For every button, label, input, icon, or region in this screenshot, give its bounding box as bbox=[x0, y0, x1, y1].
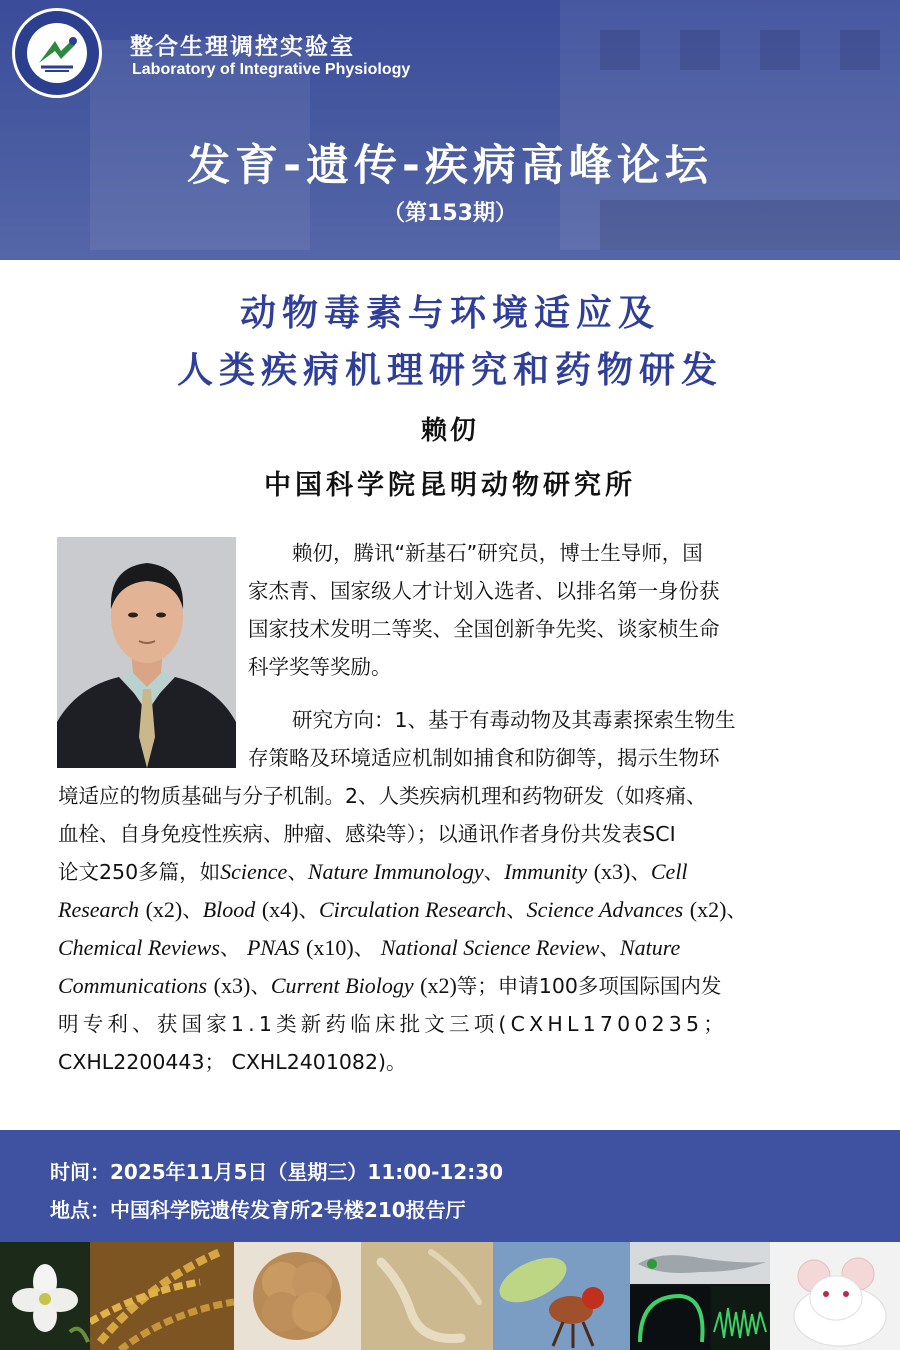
journal-nature-immunology: Nature Immunology bbox=[307, 859, 484, 884]
journal-communications: Communications bbox=[58, 973, 208, 998]
tile-mouse bbox=[770, 1242, 900, 1350]
bio-p1-line2: 家杰青、国家级人才计划入选者、以排名第一身份获 bbox=[248, 579, 720, 603]
flower-icon bbox=[0, 1242, 90, 1350]
place-value: 中国科学院遗传发育所2号楼210报告厅 bbox=[110, 1198, 466, 1222]
journal-blood: Blood bbox=[202, 897, 256, 922]
count-x2: (x2) bbox=[689, 897, 727, 922]
speaker-photo bbox=[57, 537, 236, 768]
journal-national-science-review: National Science Review bbox=[380, 935, 600, 960]
journal-cell: Cell bbox=[650, 859, 688, 884]
journal-research: Research bbox=[58, 897, 140, 922]
event-time bbox=[50, 1156, 503, 1185]
separator: 、 bbox=[250, 974, 271, 998]
mouse-icon bbox=[770, 1242, 900, 1350]
bio-p2-line6 bbox=[58, 891, 747, 929]
separator: 、 bbox=[483, 860, 505, 884]
bio-p2-line8 bbox=[58, 967, 721, 1005]
zebrafish-icon bbox=[630, 1242, 770, 1350]
backdrop-window bbox=[840, 30, 880, 70]
journal-pnas: PNAS bbox=[246, 935, 300, 960]
journal-current-biology: Current Biology bbox=[270, 973, 414, 998]
separator: 、 bbox=[599, 936, 620, 960]
institute-seal-icon bbox=[15, 11, 99, 95]
count-x2: (x2) bbox=[420, 973, 457, 998]
model-organism-strip bbox=[0, 1242, 900, 1350]
journal-science-advances: Science Advances bbox=[526, 897, 684, 922]
separator: 、 bbox=[506, 898, 527, 922]
bio-p2-line1: 研究方向：1、基于有毒动物及其毒素探索生物生 bbox=[292, 708, 736, 732]
bio-text: 等；申请100多项国际国内发 bbox=[456, 974, 722, 998]
tile-worm bbox=[361, 1242, 493, 1350]
talk-title-line1: 动物毒素与环境适应及 bbox=[239, 293, 660, 334]
backdrop-window bbox=[760, 30, 800, 70]
bio-p1-line4: 科学奖等奖励。 bbox=[248, 655, 392, 679]
separator: 、 bbox=[298, 898, 319, 922]
header-banner bbox=[0, 0, 900, 260]
embryo-icon bbox=[234, 1242, 361, 1350]
backdrop-window bbox=[680, 30, 720, 70]
place-label: 地点： bbox=[50, 1198, 110, 1222]
tile-fruitfly bbox=[493, 1242, 630, 1350]
event-place bbox=[50, 1194, 466, 1223]
bio-p2-line2: 存策略及环境适应机制如捕食和防御等，揭示生物环 bbox=[248, 746, 720, 770]
bio-p1-line3: 国家技术发明二等奖、全国创新争先奖、谈家桢生命 bbox=[248, 617, 720, 641]
count-x10: (x10) bbox=[306, 935, 354, 960]
separator: 、 bbox=[726, 898, 747, 922]
separator: 、 bbox=[353, 936, 375, 960]
forum-issue: （第153期） bbox=[383, 201, 517, 226]
count-x3: (x3) bbox=[213, 973, 251, 998]
tile-embryo bbox=[234, 1242, 361, 1350]
worm-icon bbox=[361, 1242, 493, 1350]
bio-text: 论文250多篇，如 bbox=[58, 860, 221, 884]
separator: 、 bbox=[287, 860, 308, 884]
journal-immunity: Immunity bbox=[504, 859, 588, 884]
institute-logo bbox=[12, 8, 102, 98]
time-label: 时间： bbox=[50, 1160, 110, 1184]
journal-chemical-reviews: Chemical Reviews bbox=[58, 935, 220, 960]
talk-title-line2: 人类疾病机理研究和药物研发 bbox=[176, 350, 723, 391]
speaker-portrait-icon bbox=[57, 537, 236, 768]
lab-name-en: Laboratory of Integrative Physiology bbox=[132, 61, 411, 78]
fruitfly-icon bbox=[493, 1242, 630, 1350]
tile-flower bbox=[0, 1242, 90, 1350]
journal-science: Science bbox=[220, 859, 288, 884]
speaker-name: 赖仞 bbox=[420, 416, 479, 446]
rice-icon bbox=[90, 1242, 234, 1350]
bio-p2-line7 bbox=[58, 929, 680, 967]
bio-p1-line1: 赖仞，腾讯“新基石”研究员，博士生导师，国 bbox=[292, 541, 703, 565]
count-x3: (x3) bbox=[593, 859, 631, 884]
tile-zebrafish bbox=[630, 1242, 770, 1350]
bio-p2-line10: CXHL2200443； CXHL2401082)。 bbox=[58, 1050, 407, 1074]
bio-p2-line3: 境适应的物质基础与分子机制。2、人类疾病机理和药物研发（如疼痛、 bbox=[58, 784, 707, 808]
journal-nature: Nature bbox=[619, 935, 681, 960]
journal-circulation-research: Circulation Research bbox=[318, 897, 507, 922]
tile-rice bbox=[90, 1242, 234, 1350]
bio-p2-line9: 明专利、获国家1.1类新药临床批文三项(CXHL1700235； bbox=[58, 1012, 728, 1036]
lab-name-cn: 整合生理调控实验室 bbox=[130, 34, 355, 60]
bio-p2-line5 bbox=[58, 853, 688, 891]
separator: 、 bbox=[630, 860, 651, 884]
backdrop-window bbox=[600, 30, 640, 70]
count-x2: (x2) bbox=[145, 897, 183, 922]
count-x4: (x4) bbox=[261, 897, 299, 922]
bio-p2-line4: 血栓、自身免疫性疾病、肿瘤、感染等）；以通讯作者身份共发表SCI bbox=[58, 822, 676, 846]
event-info-band bbox=[0, 1130, 900, 1242]
time-value: 2025年11月5日（星期三）11:00-12:30 bbox=[110, 1160, 504, 1184]
separator: 、 bbox=[219, 936, 241, 960]
speaker-institution: 中国科学院昆明动物研究所 bbox=[264, 470, 636, 501]
separator: 、 bbox=[182, 898, 203, 922]
forum-title: 发育-遗传-疾病高峰论坛 bbox=[187, 141, 713, 191]
